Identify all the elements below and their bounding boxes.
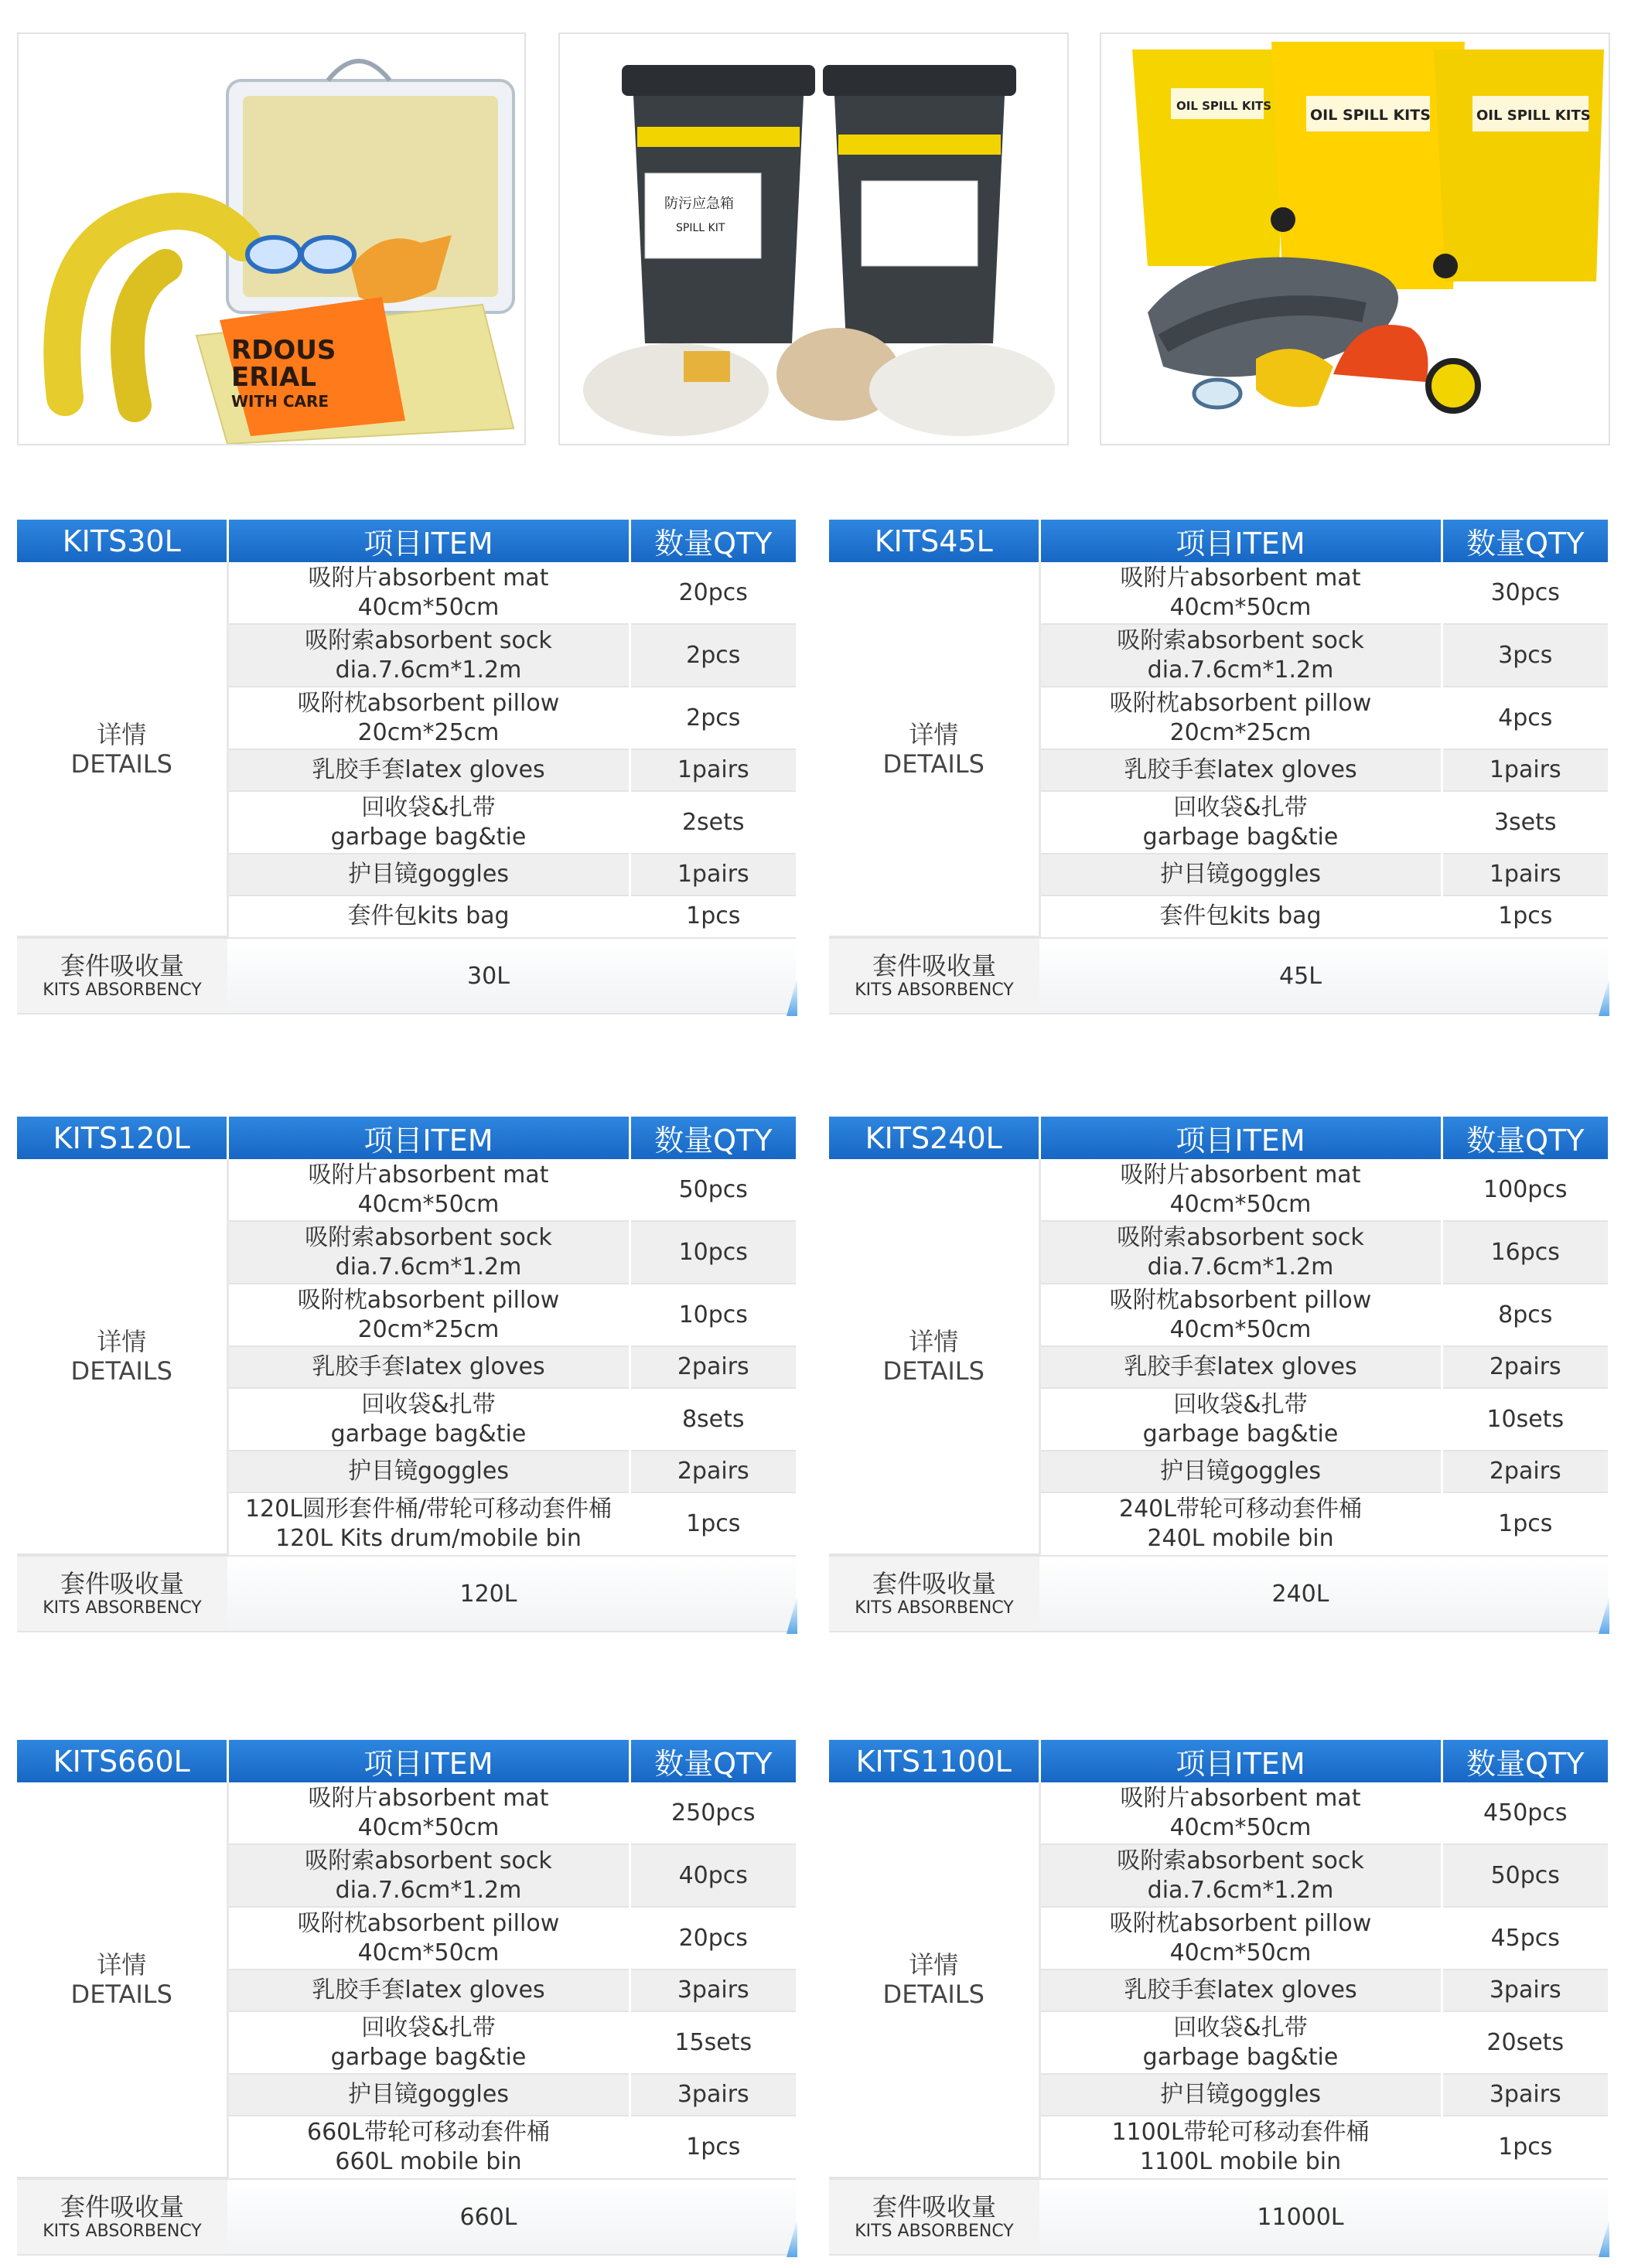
item-column-header: 项目ITEM <box>227 520 630 562</box>
item-name: 护目镜goggles <box>348 1458 509 1485</box>
item-spec: 120L Kits drum/mobile bin <box>275 1524 582 1552</box>
item-cell <box>1039 1970 1442 2011</box>
item-name: 吸附片absorbent mat <box>1120 564 1361 592</box>
item-cell <box>227 895 630 936</box>
item-name: 回收袋&扎带 <box>1173 793 1308 821</box>
item-name: 吸附索absorbent sock <box>305 626 552 654</box>
qty-cell: 450pcs <box>1442 1782 1608 1844</box>
absorbency-value: 240L <box>1271 1580 1329 1608</box>
kits-absorbency-row <box>17 1555 796 1632</box>
item-cell <box>1039 895 1442 936</box>
absorbency-label-en: KITS ABSORBENCY <box>855 1598 1014 1618</box>
item-cell <box>227 687 630 749</box>
qty-cell: 10pcs <box>630 1221 796 1284</box>
hazard-bag-text-2: ERIAL <box>231 362 317 393</box>
item-cell <box>227 1221 630 1284</box>
item-cell <box>1039 1388 1442 1451</box>
item-spec: 40cm*50cm <box>357 593 500 621</box>
item-name: 120L圆形套件桶/带轮可移动套件桶 <box>244 1495 613 1523</box>
table-row <box>829 562 1608 624</box>
item-name: 吸附片absorbent mat <box>308 1784 549 1812</box>
kit-name-header: KITS660L <box>17 1740 227 1782</box>
absorbency-label <box>17 939 227 1013</box>
absorbency-label-cn: 套件吸收量 <box>60 951 184 981</box>
item-name: 套件包kits bag <box>1159 902 1322 929</box>
item-name: 回收袋&扎带 <box>1173 2014 1308 2041</box>
details-label <box>829 562 1039 936</box>
item-spec: dia.7.6cm*1.2m <box>1147 1876 1334 1904</box>
item-name: 护目镜goggles <box>1160 2081 1321 2108</box>
item-cell <box>1039 2011 1442 2074</box>
kit-table-120l <box>17 1117 796 1632</box>
kit-table <box>17 1117 796 1555</box>
item-cell <box>1039 687 1442 749</box>
qty-cell: 16pcs <box>1442 1221 1608 1284</box>
item-spec: dia.7.6cm*1.2m <box>1147 1253 1334 1281</box>
qty-cell: 1pcs <box>686 2133 741 2161</box>
item-spec: dia.7.6cm*1.2m <box>335 656 522 684</box>
photo-black-spill-bins <box>558 32 1069 445</box>
bin-label-2: OIL SPILL KITS <box>1310 107 1431 124</box>
kit-table <box>829 520 1608 937</box>
item-spec: garbage bag&tie <box>1142 2043 1339 2071</box>
absorbency-value: 30L <box>467 962 510 990</box>
item-cell <box>227 791 630 854</box>
absorbency-value: 660L <box>459 2203 517 2231</box>
item-cell <box>227 1346 630 1388</box>
details-label <box>17 1159 227 1554</box>
item-cell <box>1039 1284 1442 1346</box>
details-label <box>17 1782 227 2178</box>
absorbency-label <box>17 1557 227 1631</box>
item-name: 套件包kits bag <box>347 902 510 929</box>
item-cell <box>1039 2074 1442 2116</box>
table-row <box>829 1159 1608 1221</box>
qty-column-header: 数量QTY <box>630 520 796 562</box>
qty-cell: 1pcs <box>686 1509 741 1537</box>
item-name: 乳胶手套latex gloves <box>1124 756 1357 783</box>
kit-name-header: KITS30L <box>17 520 227 562</box>
absorbency-label-en: KITS ABSORBENCY <box>43 981 202 1000</box>
item-name: 吸附枕absorbent pillow <box>297 689 560 717</box>
absorbency-label <box>829 939 1039 1013</box>
item-name: 乳胶手套latex gloves <box>312 1976 545 2004</box>
item-column-header: 项目ITEM <box>227 1740 630 1782</box>
item-spec: 660L mobile bin <box>335 2147 522 2175</box>
qty-cell: 1pcs <box>686 902 741 929</box>
absorbency-label-en: KITS ABSORBENCY <box>43 2222 202 2241</box>
qty-cell: 1pairs <box>630 854 796 895</box>
qty-cell: 2pcs <box>630 624 796 687</box>
item-cell <box>227 562 630 624</box>
details-label-cn: 详情 <box>909 1950 959 1980</box>
qty-cell: 2pairs <box>1442 1451 1608 1492</box>
qty-cell: 1pairs <box>630 749 796 791</box>
item-name: 吸附索absorbent sock <box>305 1847 552 1874</box>
qty-cell: 3pcs <box>1442 624 1608 687</box>
item-spec: 40cm*50cm <box>1169 1190 1312 1218</box>
details-label-en: DETAILS <box>70 749 172 779</box>
qty-cell: 1pcs <box>1498 1509 1553 1537</box>
qty-cell: 45pcs <box>1442 1907 1608 1970</box>
item-cell <box>227 1451 630 1492</box>
qty-column-header: 数量QTY <box>630 1740 796 1782</box>
item-cell <box>1039 1451 1442 1492</box>
item-cell <box>227 749 630 791</box>
absorbency-label-cn: 套件吸收量 <box>872 1569 996 1598</box>
hazard-bag-text-3: WITH CARE <box>231 392 329 411</box>
qty-cell: 8sets <box>630 1388 796 1451</box>
qty-cell: 2pairs <box>1442 1346 1608 1388</box>
item-cell <box>1039 854 1442 895</box>
bin-label-cn: 防污应急箱 <box>664 196 734 212</box>
item-name: 吸附枕absorbent pillow <box>1109 689 1372 717</box>
item-name: 护目镜goggles <box>348 861 509 888</box>
details-label-en: DETAILS <box>882 1356 985 1386</box>
item-cell <box>227 1284 630 1346</box>
kit-table-30l <box>17 520 796 1015</box>
item-cell <box>227 1907 630 1970</box>
qty-cell: 2pairs <box>630 1346 796 1388</box>
item-name: 回收袋&扎带 <box>361 1390 496 1418</box>
item-name: 回收袋&扎带 <box>361 793 496 821</box>
kits-absorbency-row <box>17 937 796 1015</box>
item-column-header: 项目ITEM <box>1039 1740 1442 1782</box>
item-cell <box>227 1159 630 1221</box>
item-column-header: 项目ITEM <box>1039 1117 1442 1159</box>
item-name: 吸附索absorbent sock <box>1117 1223 1364 1251</box>
kit-table-660l <box>17 1740 796 2256</box>
item-spec: dia.7.6cm*1.2m <box>335 1876 522 1904</box>
item-name: 乳胶手套latex gloves <box>312 756 545 783</box>
details-label <box>829 1159 1039 1554</box>
item-name: 吸附枕absorbent pillow <box>297 1909 560 1937</box>
item-name: 240L带轮可移动套件桶 <box>1119 1495 1362 1523</box>
item-spec: 20cm*25cm <box>1169 718 1312 746</box>
yellow-bins-illustration <box>1101 34 1609 444</box>
qty-column-header: 数量QTY <box>630 1117 796 1159</box>
black-bins-illustration <box>560 34 1067 444</box>
table-row <box>17 562 796 624</box>
absorbency-label <box>829 2180 1039 2254</box>
item-spec: dia.7.6cm*1.2m <box>1147 656 1334 684</box>
item-name: 660L带轮可移动套件桶 <box>307 2118 550 2146</box>
item-name: 护目镜goggles <box>348 2081 509 2108</box>
absorbency-value: 45L <box>1279 962 1322 990</box>
qty-cell: 250pcs <box>630 1782 796 1844</box>
item-spec: garbage bag&tie <box>1142 823 1339 851</box>
item-cell <box>1039 562 1442 624</box>
item-spec: 240L mobile bin <box>1147 1524 1334 1552</box>
item-name: 乳胶手套latex gloves <box>1124 1976 1357 2004</box>
item-cell <box>227 624 630 687</box>
item-spec: 1100L mobile bin <box>1139 2147 1342 2175</box>
qty-cell: 1pcs <box>1498 902 1553 929</box>
item-spec: 40cm*50cm <box>357 1939 500 1966</box>
item-cell <box>1039 1221 1442 1284</box>
item-cell <box>227 1844 630 1907</box>
details-label-cn: 详情 <box>97 1950 147 1980</box>
item-cell <box>227 1388 630 1451</box>
item-cell <box>227 2116 630 2178</box>
qty-cell: 2pairs <box>630 1451 796 1492</box>
details-label-en: DETAILS <box>70 1980 172 2009</box>
kits-absorbency-row <box>829 2178 1608 2256</box>
photo-absorbent-kit-bag <box>17 32 526 445</box>
details-label-en: DETAILS <box>70 1356 172 1386</box>
details-label-cn: 详情 <box>909 719 959 749</box>
item-column-header: 项目ITEM <box>227 1117 630 1159</box>
item-cell <box>1039 1492 1442 1554</box>
item-name: 乳胶手套latex gloves <box>312 1353 545 1380</box>
qty-cell: 4pcs <box>1442 687 1608 749</box>
item-cell <box>1039 2116 1442 2178</box>
item-cell <box>227 854 630 895</box>
kit-name-header: KITS45L <box>829 520 1039 562</box>
kits-absorbency-row <box>829 1555 1608 1632</box>
details-label-cn: 详情 <box>909 1327 959 1356</box>
kit-table <box>829 1740 1608 2178</box>
absorbency-label-cn: 套件吸收量 <box>60 2192 184 2222</box>
details-label-en: DETAILS <box>882 749 985 779</box>
qty-cell: 1pairs <box>1442 854 1608 895</box>
item-name: 吸附片absorbent mat <box>1120 1161 1361 1189</box>
qty-cell: 10pcs <box>630 1284 796 1346</box>
item-cell <box>1039 1907 1442 1970</box>
item-cell <box>1039 791 1442 854</box>
qty-cell: 1pairs <box>1442 749 1608 791</box>
qty-cell: 10sets <box>1442 1388 1608 1451</box>
kits-absorbency-row <box>17 2178 796 2256</box>
qty-column-header: 数量QTY <box>1442 1740 1608 1782</box>
qty-cell: 3sets <box>1442 791 1608 854</box>
absorbency-value: 120L <box>459 1580 517 1608</box>
qty-cell: 100pcs <box>1442 1159 1608 1221</box>
qty-cell: 20pcs <box>630 1907 796 1970</box>
table-row <box>829 1782 1608 1844</box>
absorbency-label-en: KITS ABSORBENCY <box>43 1598 202 1618</box>
item-spec: 40cm*50cm <box>1169 1315 1312 1343</box>
item-spec: 40cm*50cm <box>1169 1939 1312 1966</box>
item-cell <box>1039 1844 1442 1907</box>
qty-cell: 50pcs <box>1442 1844 1608 1907</box>
qty-cell: 50pcs <box>630 1159 796 1221</box>
item-cell <box>1039 624 1442 687</box>
qty-cell: 2pcs <box>630 687 796 749</box>
kit-name-header: KITS240L <box>829 1117 1039 1159</box>
item-cell <box>1039 1782 1442 1844</box>
item-name: 吸附片absorbent mat <box>308 564 549 592</box>
absorbency-label-cn: 套件吸收量 <box>872 951 996 981</box>
item-column-header: 项目ITEM <box>1039 520 1442 562</box>
qty-cell: 8pcs <box>1442 1284 1608 1346</box>
absorbency-label <box>17 2180 227 2254</box>
item-name: 护目镜goggles <box>1160 861 1321 888</box>
hazard-bag-text-1: RDOUS <box>231 335 336 366</box>
item-cell <box>1039 1159 1442 1221</box>
qty-cell: 3pairs <box>1442 1970 1608 2011</box>
kits-absorbency-row <box>829 937 1608 1015</box>
item-spec: 40cm*50cm <box>1169 1813 1312 1841</box>
kit-table <box>17 1740 796 2178</box>
photo-yellow-oil-spill-bins <box>1100 32 1610 445</box>
details-label <box>17 562 227 936</box>
item-name: 吸附枕absorbent pillow <box>297 1286 560 1314</box>
absorbency-label-cn: 套件吸收量 <box>872 2192 996 2222</box>
bin-label-en: SPILL KIT <box>676 222 725 234</box>
absorbency-label-cn: 套件吸收量 <box>60 1569 184 1598</box>
kit-name-header: KITS1100L <box>829 1740 1039 1782</box>
item-cell <box>227 1782 630 1844</box>
qty-cell: 15sets <box>630 2011 796 2074</box>
table-row <box>17 1782 796 1844</box>
item-spec: 20cm*25cm <box>357 718 500 746</box>
item-spec: 40cm*50cm <box>1169 593 1312 621</box>
item-cell <box>1039 1346 1442 1388</box>
item-name: 护目镜goggles <box>1160 1458 1321 1485</box>
item-name: 吸附片absorbent mat <box>1120 1784 1361 1812</box>
item-name: 吸附索absorbent sock <box>1117 1847 1364 1874</box>
item-name: 回收袋&扎带 <box>361 2014 496 2041</box>
absorbency-label-en: KITS ABSORBENCY <box>855 2222 1014 2241</box>
kit-table-240l <box>829 1117 1608 1632</box>
qty-cell: 20pcs <box>630 562 796 624</box>
item-spec: 40cm*50cm <box>357 1190 500 1218</box>
details-label-cn: 详情 <box>97 1327 147 1356</box>
item-name: 吸附枕absorbent pillow <box>1109 1286 1372 1314</box>
qty-column-header: 数量QTY <box>1442 1117 1608 1159</box>
item-name: 吸附片absorbent mat <box>308 1161 549 1189</box>
item-spec: dia.7.6cm*1.2m <box>335 1253 522 1281</box>
item-name: 吸附索absorbent sock <box>1117 626 1364 654</box>
kit-bag-illustration <box>19 34 524 444</box>
kit-table <box>17 520 796 937</box>
absorbency-label <box>829 1557 1039 1631</box>
kit-table-1100l <box>829 1740 1608 2256</box>
item-spec: garbage bag&tie <box>330 1420 527 1448</box>
item-cell <box>227 1970 630 2011</box>
details-label <box>829 1782 1039 2178</box>
qty-cell: 2sets <box>630 791 796 854</box>
bin-label-3: OIL SPILL KITS <box>1476 107 1591 124</box>
qty-column-header: 数量QTY <box>1442 520 1608 562</box>
qty-cell: 3pairs <box>630 2074 796 2116</box>
kit-table <box>829 1117 1608 1555</box>
details-label-en: DETAILS <box>882 1980 985 2009</box>
item-spec: garbage bag&tie <box>1142 1420 1339 1448</box>
kit-table-45l <box>829 520 1608 1015</box>
qty-cell: 30pcs <box>1442 562 1608 624</box>
details-label-cn: 详情 <box>97 719 147 749</box>
item-cell <box>227 2074 630 2116</box>
qty-cell: 3pairs <box>630 1970 796 2011</box>
bin-label-1: OIL SPILL KITS <box>1176 99 1272 113</box>
qty-cell: 1pcs <box>1498 2133 1553 2161</box>
qty-cell: 20sets <box>1442 2011 1608 2074</box>
item-name: 吸附索absorbent sock <box>305 1223 552 1251</box>
item-name: 乳胶手套latex gloves <box>1124 1353 1357 1380</box>
table-row <box>17 1159 796 1221</box>
absorbency-label-en: KITS ABSORBENCY <box>855 981 1014 1000</box>
item-spec: 40cm*50cm <box>357 1813 500 1841</box>
kit-name-header: KITS120L <box>17 1117 227 1159</box>
qty-cell: 40pcs <box>630 1844 796 1907</box>
item-spec: garbage bag&tie <box>330 823 527 851</box>
absorbency-value: 11000L <box>1257 2203 1344 2231</box>
item-name: 回收袋&扎带 <box>1173 1390 1308 1418</box>
item-cell <box>227 2011 630 2074</box>
item-name: 1100L带轮可移动套件桶 <box>1111 2118 1370 2146</box>
qty-cell: 3pairs <box>1442 2074 1608 2116</box>
item-cell <box>1039 749 1442 791</box>
item-name: 吸附枕absorbent pillow <box>1109 1909 1372 1937</box>
item-cell <box>227 1492 630 1554</box>
item-spec: 20cm*25cm <box>357 1315 500 1343</box>
item-spec: garbage bag&tie <box>330 2043 527 2071</box>
